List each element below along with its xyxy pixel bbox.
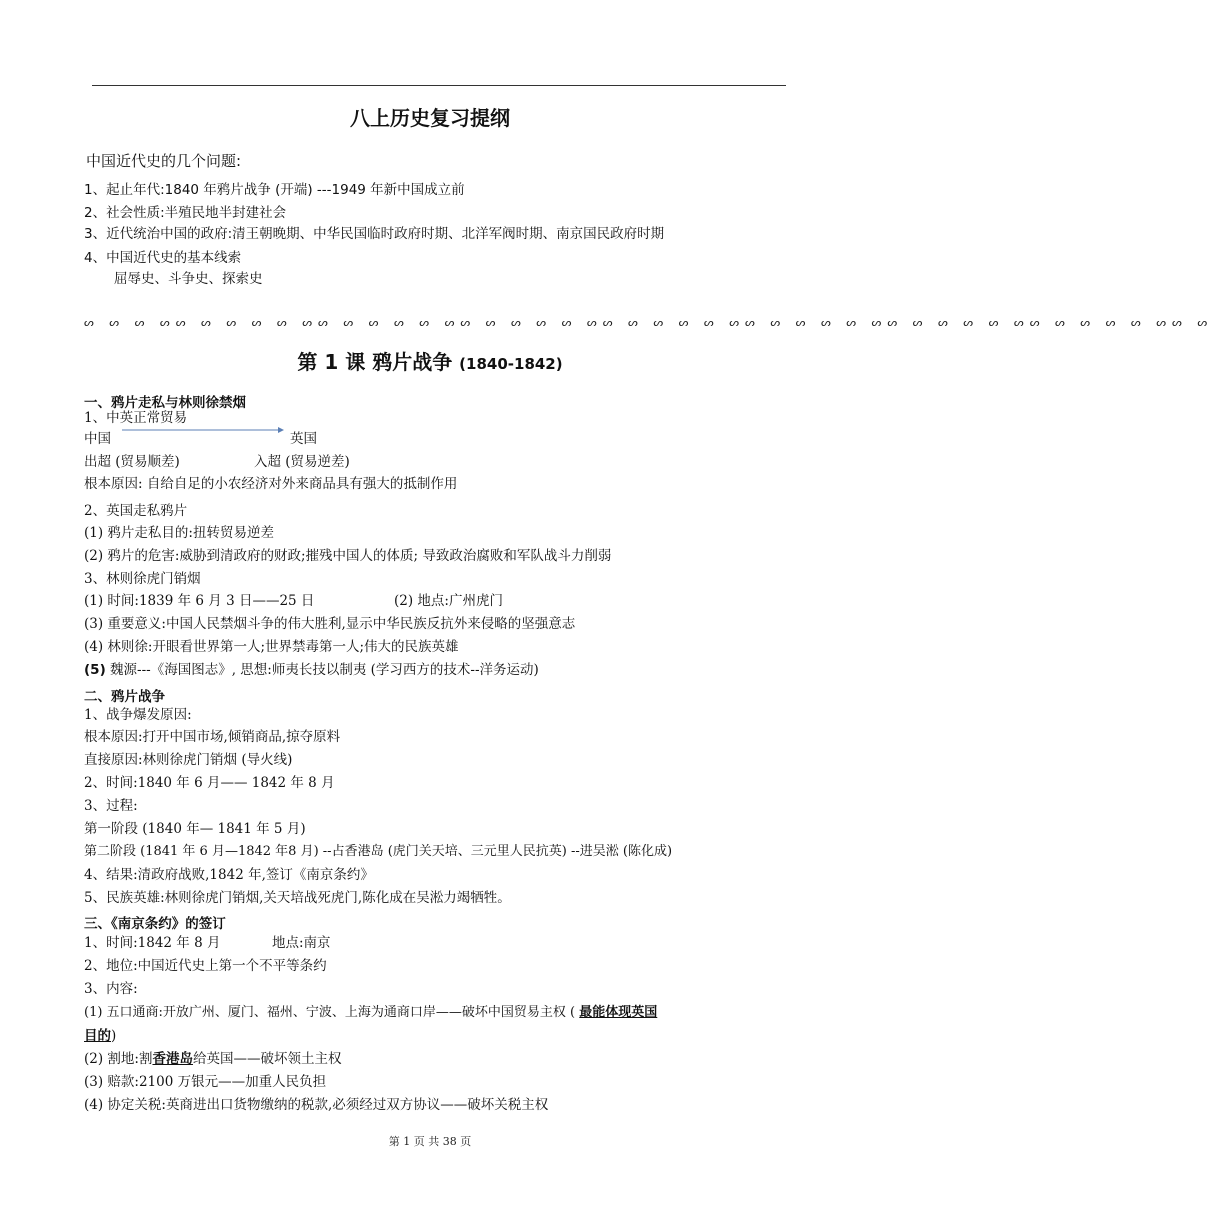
s1-britain-label: 英国 bbox=[290, 431, 317, 447]
s3-line-5 bbox=[84, 1050, 341, 1068]
s1-line-8: (4) 林则徐:开眼看世界第一人;世界禁毒第一人;伟大的民族英雄 bbox=[84, 639, 459, 655]
s2-line-9: 5、民族英雄:林则徐虎门销烟,关天培战死虎门,陈化成在吴淞力竭牺牲。 bbox=[84, 890, 511, 906]
s1-deficit: 入超 (贸易逆差) bbox=[254, 454, 350, 470]
lesson-title bbox=[0, 346, 860, 375]
s2-line-4: 2、时间:1840 年 6 月—— 1842 年 8 月 bbox=[84, 775, 335, 791]
s3-line-4-cont bbox=[84, 1027, 116, 1045]
s3-line-5-b: 给英国——破坏领土主权 bbox=[192, 1051, 342, 1067]
lesson-title-text: 第 1 课 鸦片战争 bbox=[297, 350, 453, 374]
s2-line-5: 3、过程: bbox=[84, 798, 138, 814]
s1-line-7: (3) 重要意义:中国人民禁烟斗争的伟大胜利,显示中华民族反抗外来侵略的坚强意志 bbox=[84, 616, 576, 632]
s3-line-5-a: (2) 割地:割 bbox=[84, 1051, 153, 1067]
wavy-divider: ᔕ ᔕ ᔕ ᔕᔕ ᔕ ᔕ ᔕ ᔕ ᔕᔕ ᔕ ᔕ ᔕ ᔕ ᔕᔕ ᔕ ᔕ ᔕ ᔕ ᔕᔕ ᔕ ᔕ ᔕ ᔕ ᔕᔕ ᔕ ᔕ ᔕ ᔕ ᔕᔕ ᔕ ᔕ ᔕ ᔕ ᔕᔕ ᔕ ᔕ ᔕ ᔕ ᔕᔕ ᔕ bbox=[84, 316, 1213, 329]
s3-line-2: 2、地位:中国近代史上第一个不平等条约 bbox=[84, 958, 327, 974]
section-2-heading: 二、鸦片战争 bbox=[84, 689, 165, 705]
s2-line-1: 1、战争爆发原因: bbox=[84, 707, 192, 723]
document-title: 八上历史复习提纲 bbox=[350, 106, 510, 130]
s1-line-3: (1) 鸦片走私目的:扭转贸易逆差 bbox=[84, 525, 274, 541]
s1-line-9-text: 魏源---《海国图志》, 思想:师夷长技以制夷 (学习西方的技术--洋务运动) bbox=[105, 662, 539, 678]
s3-line-1a: 1、时间:1842 年 8 月 bbox=[84, 935, 221, 951]
s1-line-4: (2) 鸦片的危害:威胁到清政府的财政;摧残中国人的体质; 导致政治腐败和军队战斗力削弱 bbox=[84, 548, 612, 564]
s3-line-4-text: (1) 五口通商:开放广州、厦门、福州、宁波、上海为通商口岸——破坏中国贸易主权 ( bbox=[84, 1005, 580, 1020]
s1-line-1: 1、中英正常贸易 bbox=[84, 410, 188, 426]
s1-surplus: 出超 (贸易顺差) bbox=[84, 454, 180, 470]
s2-line-2: 根本原因:打开中国市场,倾销商品,掠夺原料 bbox=[84, 729, 341, 745]
s3-line-4 bbox=[84, 1004, 657, 1022]
intro-item-2: 2、社会性质:半殖民地半封建社会 bbox=[84, 205, 287, 221]
s1-china-label: 中国 bbox=[84, 431, 111, 447]
intro-item-3: 3、近代统治中国的政府:清王朝晚期、中华民国临时政府时期、北洋军阀时期、南京国民政府时期 bbox=[84, 226, 665, 242]
s1-line-6a: (1) 时间:1839 年 6 月 3 日——25 日 bbox=[84, 593, 315, 609]
s3-line-7: (4) 协定关税:英商进出口货物缴纳的税款,必须经过双方协议——破坏关税主权 bbox=[84, 1097, 549, 1113]
s2-line-6: 第一阶段 (1840 年— 1841 年 5 月) bbox=[84, 821, 306, 837]
s3-line-6: (3) 赔款:2100 万银元——加重人民负担 bbox=[84, 1074, 327, 1090]
intro-item-1: 1、起止年代:1840 年鸦片战争 (开端) ---1949 年新中国成立前 bbox=[84, 182, 465, 198]
s3-line-4-cont-emphasis: 目的 bbox=[84, 1028, 111, 1044]
s1-root-cause: 根本原因: 自给自足的小农经济对外来商品具有强大的抵制作用 bbox=[84, 476, 458, 492]
s3-line-1b: 地点:南京 bbox=[272, 935, 331, 951]
s1-line-2: 2、英国走私鸦片 bbox=[84, 503, 188, 519]
s3-line-4-emphasis: 最能体现英国 bbox=[579, 1005, 658, 1020]
s1-line-5: 3、林则徐虎门销烟 bbox=[84, 571, 201, 587]
s2-line-7: 第二阶段 (1841 年 6 月—1842 年8 月) --占香港岛 (虎门关天培、三元里人民抗英) --进吴淞 (陈化成) bbox=[84, 844, 673, 859]
page-footer: 第 1 页 共 38 页 bbox=[388, 1135, 472, 1148]
top-rule bbox=[92, 85, 786, 86]
lesson-years: (1840-1842) bbox=[459, 355, 563, 373]
s3-line-3: 3、内容: bbox=[84, 981, 138, 997]
s2-line-8: 4、结果:清政府战败,1842 年,签订《南京条约》 bbox=[84, 867, 374, 883]
intro-heading: 中国近代史的几个问题: bbox=[86, 152, 242, 170]
intro-item-4: 4、中国近代史的基本线索 bbox=[84, 250, 242, 266]
s3-line-4-cont-tail: ) bbox=[111, 1028, 117, 1044]
section-1-heading: 一、鸦片走私与林则徐禁烟 bbox=[84, 395, 246, 411]
intro-item-5: 屈辱史、斗争史、探索史 bbox=[114, 271, 263, 287]
section-3-heading: 三、《南京条约》的签订 bbox=[84, 916, 226, 932]
s1-line-9-num: (5) bbox=[84, 662, 106, 678]
trade-arrow-icon bbox=[120, 425, 286, 435]
s1-line-9 bbox=[84, 661, 539, 679]
s2-line-3: 直接原因:林则徐虎门销烟 (导火线) bbox=[84, 752, 293, 768]
s3-line-5-emphasis: 香港岛 bbox=[152, 1051, 193, 1067]
s1-line-6b: (2) 地点:广州虎门 bbox=[394, 593, 503, 609]
